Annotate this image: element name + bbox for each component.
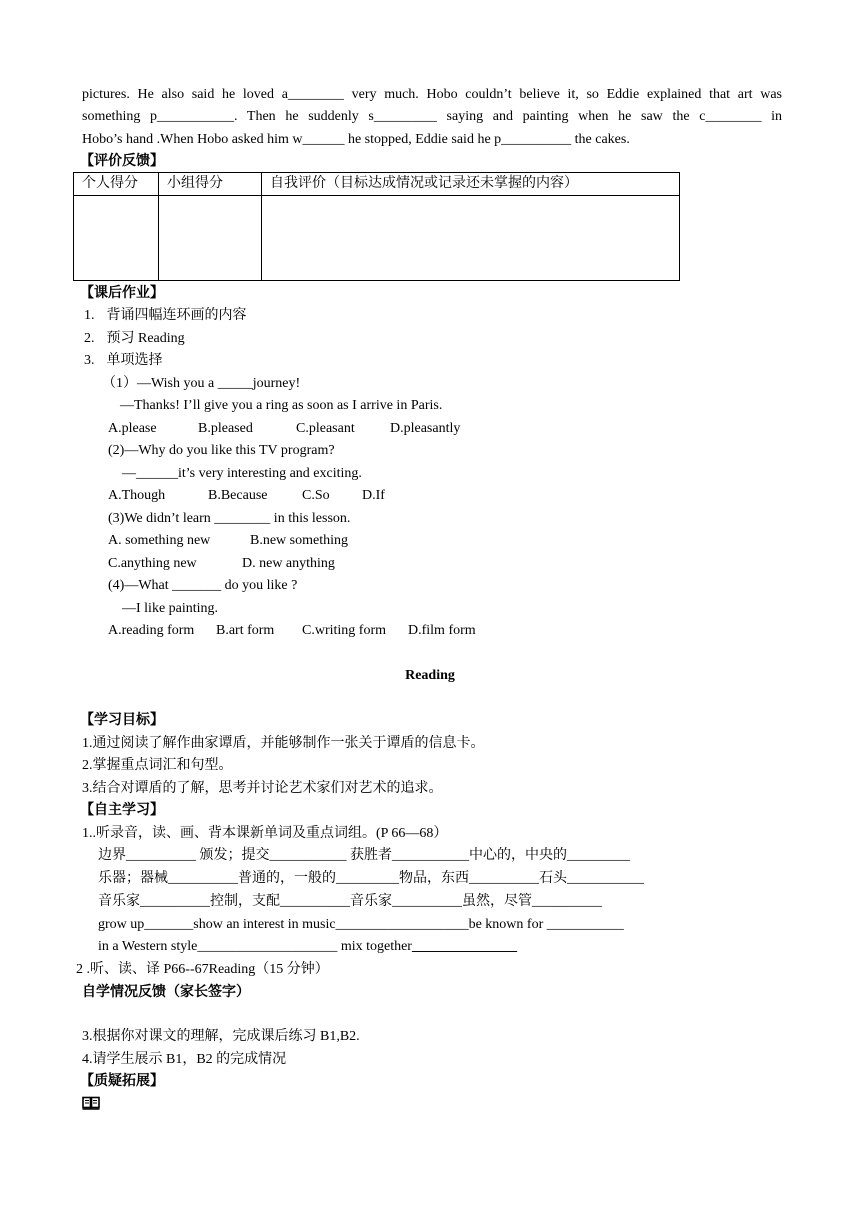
column-self-evaluation: 自我评价（目标达成情况或记录还未掌握的内容） [262,173,680,196]
option-a: A.reading form [108,623,195,638]
self-evaluation-cell[interactable] [262,196,680,281]
column-group-score: 小组得分 [159,173,262,196]
vocab-row-2: 乐器；器械__________普通的，一般的_________物品，东西__________石头___________ [98,871,644,886]
item-text: 单项选择 [106,353,163,368]
homework-item-3 [84,352,163,370]
vocab-row-1: 边界__________ 颁发；提交___________ 获胜者___________中心的，中央的_________ [98,848,630,863]
individual-score-cell[interactable] [74,196,159,281]
question-3-options-row-2 [108,555,335,573]
evaluation-body-row [74,196,680,281]
option-c: C.writing form [302,623,386,638]
self-study-item-2: 2 .听、读、译 P66--67Reading（15 分钟） [76,962,329,977]
objective-3: 3.结合对谭盾的了解，思考并讨论艺术家们对艺术的追求。 [82,781,443,796]
question-3-prompt: (3)We didn’t learn ________ in this lesson. [108,511,351,526]
reading-title: Reading [405,668,455,683]
item-number: 1. [84,308,95,323]
question-2-response: —______it’s very interesting and exciting. [122,466,362,481]
item-text: 预习 Reading [106,331,185,346]
book-icon [82,1096,100,1116]
option-b: B.new something [250,533,348,548]
option-b: B.art form [216,623,275,638]
objective-1: 1.通过阅读了解作曲家谭盾，并能够制作一张关于谭盾的信息卡。 [82,736,485,751]
vocab-row-5-blank: _______________ [411,939,517,954]
vocab-row-3: 音乐家__________控制，支配__________音乐家__________虽然，尽管__________ [98,894,602,909]
option-d: D.film form [408,623,476,638]
question-4-options [108,622,476,640]
option-d: D.pleasantly [390,421,461,436]
passage-line-1: pictures. He also said he loved a________ very much. Hobo couldn’t believe it, so Eddie explained that art was [82,87,782,102]
objective-2: 2.掌握重点词汇和句型。 [82,758,233,773]
question-2-options [108,487,385,505]
question-1-options [108,420,460,438]
evaluation-heading: 【评价反馈】 [80,154,164,169]
evaluation-header-row [74,173,680,196]
option-a: A. something new [108,533,211,548]
homework-item-2 [84,330,185,348]
item-text: 背诵四幅连环画的内容 [106,308,247,323]
objectives-heading: 【学习目标】 [80,713,164,728]
question-1-prompt: （1）—Wish you a _____journey! [102,376,301,391]
question-3-options-row-1 [108,532,348,550]
self-study-item-1: 1..听录音，读、画、背本课新单词及重点词组。(P 66—68） [82,826,448,841]
option-c: C.pleasant [296,421,355,436]
homework-heading: 【课后作业】 [80,286,164,301]
item-number: 3. [84,353,95,368]
passage-line-3: Hobo’s hand .When Hobo asked him w______ he stopped, Eddie said he p__________ the cakes. [82,132,630,147]
vocab-row-4: grow up_______show an interest in music___________________be known for ___________ [98,917,624,932]
option-a: A.please [108,421,157,436]
column-individual-score: 个人得分 [74,173,159,196]
reading-item-4: 4.请学生展示 B1，B2 的完成情况 [82,1052,287,1067]
vocab-row-5 [98,938,517,956]
reading-item-3: 3.根据你对课文的理解，完成课后练习 B1,B2. [82,1029,360,1044]
question-1-response: —Thanks! I’ll give you a ring as soon as I arrive in Paris. [120,398,443,413]
question-4-prompt: (4)—What _______ do you like ? [108,578,298,593]
vocab-row-5-text: in a Western style____________________ mix together [98,939,412,954]
self-study-heading: 【自主学习】 [80,803,164,818]
homework-item-1 [84,307,247,325]
question-2-prompt: (2)—Why do you like this TV program? [108,443,335,458]
question-4-response: —I like painting. [122,601,219,616]
option-b: B.Because [208,488,268,503]
group-score-cell[interactable] [159,196,262,281]
option-d: D. new anything [242,556,335,571]
option-d: D.If [362,488,385,503]
feedback-heading: 自学情况反馈（家长签字） [82,985,250,1000]
evaluation-table [73,172,680,281]
extend-heading: 【质疑拓展】 [80,1074,164,1089]
option-a: A.Though [108,488,166,503]
item-number: 2. [84,331,95,346]
option-c: C.So [302,488,330,503]
option-b: B.pleased [198,421,253,436]
passage-line-2: something p___________. Then he suddenly s_________ saying and painting when he saw the c________ in [82,109,782,124]
option-c: C.anything new [108,556,197,571]
